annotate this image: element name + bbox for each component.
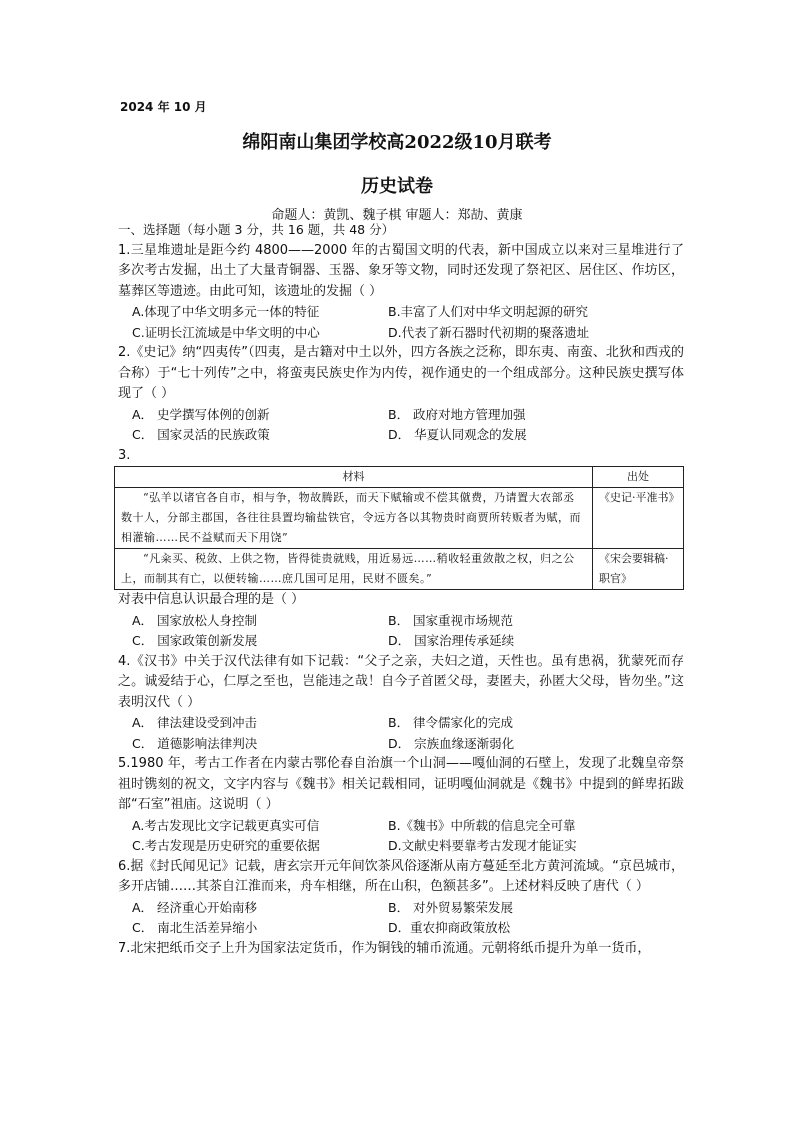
question-3-stem: 对表中信息认识最合理的是（ ） [118,592,305,607]
question-3-option-b: B． 国家重视市场规范 [388,612,514,628]
question-5-option-c: C.考古发现是历史研究的重要依据 [132,838,320,853]
question-2-options [132,405,684,446]
question-1-stem: 1.三星堆遗址是距今约 4800——2000 年的古蜀国文明的代表，新中国成立以来对三星堆进行了多次考古发掘，出土了大量青铜器、玉器、象牙等文物，同时还发现了祭祀区、居住区、作坊区，墓葬区等遗迹。由此可知，该遗址的发掘（ ） [118,242,684,299]
question-3-options [132,611,684,652]
question-4-option-c: C． 道德影响法律判决 [132,735,258,751]
question-4-option-d: D． 宗族血缘逐渐弱化 [388,735,515,751]
question-1-option-a: A.体现了中华文明多元一体的特征 [132,304,320,319]
question-4-stem: 4.《汉书》中关于汉代法律有如下记载：“父子之亲，夫妇之道，天性也。虽有患祸，犹蒙死而存之。诚爱结于心，仁厚之至也，岂能违之哉！自今子首匿父母，妻匿夫，孙匿大父母，皆勿坐。”这表明汉代（ ） [118,653,684,710]
question-2-stem: 2.《史记》纳“四夷传”（四夷，是古籍对中土以外，四方各族之泛称，即东夷、南蛮、北狄和西戎的合称）于“七十列传”之中，将蛮夷民族史作为内传，视作通史的一个组成部分。这种民族史撰写体现了（ ） [118,345,684,401]
question-6-option-c: C． 南北生活差异缩小 [132,920,258,935]
question-6-option-d: D．重农抑商政策放松 [388,920,511,935]
exam-content [118,220,684,959]
question-1-options [132,302,684,343]
question-3-option-c: C． 国家政策创新发展 [132,633,258,648]
section-heading: 一、选择题（每小题 3 分，共 16 题，共 48 分） [118,222,395,237]
table-header-source: 出处 [593,467,684,488]
question-5-stem: 5.1980 年，考古工作者在内蒙古鄂伦春自治旗一个山洞——嘎仙洞的石壁上，发现了北魏皇帝祭祖时镌刻的祝文，文字内容与《魏书》相关记载相同，证明嘎仙洞就是《魏书》中提到的鲜卑拓跋部“石室”祖庙。这说明（ ） [118,756,684,812]
table-cell-material-2: “凡籴买、税敛、上供之物，皆得徙贵就贱，用近易远……稍收轻重敛散之权，归之公上，而制其有亡，以便转输……庶几国可足用，民财不匮矣。” [115,549,593,590]
question-6-option-b: B． 对外贸易繁荣发展 [388,899,514,915]
table-header-material: 材料 [115,467,593,488]
table-cell-source-2: 《宋会要辑稿·职官》 [593,549,684,590]
exam-subject: 历史试卷 [361,176,433,197]
question-4-option-b: B． 律令儒家化的完成 [388,715,514,730]
question-7-stem: 7.北宋把纸币交子上升为国家法定货币，作为铜钱的辅币流通。元朝将纸币提升为单一货币， [118,940,651,956]
question-2-option-a: A． 史学撰写体例的创新 [132,406,270,422]
question-1-option-b: B.丰富了人们对中华文明起源的研究 [388,304,589,319]
question-3-option-a: A． 国家放松人身控制 [132,612,258,628]
question-2-option-b: B． 政府对地方管理加强 [388,406,526,422]
question-5-option-d: D.文献史料要靠考古发现才能证实 [388,838,577,853]
question-6-stem: 6.据《封氏闻见记》记载，唐玄宗开元年间饮茶风俗逐渐从南方蔓延至北方黄河流域。“京邑城市，多开店铺……其茶自江淮而来，舟车相继，所在山积，色额甚多”。上述材料反映了唐代（ ） [118,858,684,894]
exam-authors: 命题人：黄凯、魏子棋 审题人：郑劼、黄康 [271,208,523,223]
question-5-option-a: A.考古发现比文字记载更真实可信 [132,817,320,833]
question-6-options [132,898,684,939]
question-1-option-d: D.代表了新石器时代初期的聚落遗址 [388,324,590,340]
table-row [115,549,684,590]
table-cell-source-1: 《史记·平准书》 [593,488,684,549]
question-2-option-c: C． 国家灵活的民族政策 [132,427,270,442]
table-header-row [115,467,684,488]
question-5-option-b: B.《魏书》中所载的信息完全可靠 [388,817,576,833]
exam-date: 2024 年 10 月 [120,100,207,114]
question-4-options [132,713,684,754]
material-table [114,466,684,590]
question-3-number: 3. [118,447,131,463]
exam-title: 绵阳南山集团学校高2022级10月联考 [242,132,552,153]
table-row [115,488,684,549]
table-cell-material-1: “弘羊以诸官各自市，相与争，物故腾跃，而天下赋输或不偿其僦费，乃请置大农部丞数十人，分部主郡国，各往往县置均输盐铁官，令远方各以其物贵时商贾所转贩者为赋，而相灌输……民不益赋而天下用饶” [115,488,593,549]
question-2-option-d: D． 华夏认同观念的发展 [388,427,527,442]
question-6-option-a: A． 经济重心开始南移 [132,899,258,915]
question-1-option-c: C.证明长江流域是中华文明的中心 [132,324,320,340]
question-5-options [132,816,684,857]
question-4-option-a: A． 律法建设受到冲击 [132,715,258,730]
question-3-option-d: D． 国家治理传承延续 [388,633,515,648]
